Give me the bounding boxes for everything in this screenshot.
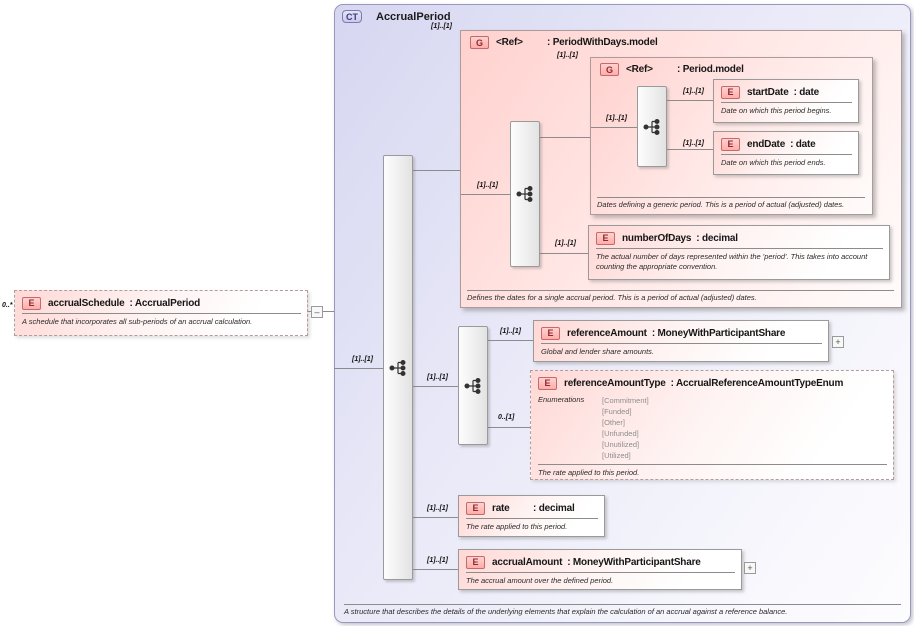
connector-line [413,386,458,387]
enumeration-value: [Funded] [602,407,632,416]
element-type: : AccrualPeriod [129,297,201,309]
sequence-icon [515,185,535,203]
group-badge: G [600,63,619,76]
element-badge: E [541,327,560,340]
group-ref-label: <Ref> [496,37,523,48]
collapse-button[interactable] [311,306,323,318]
connector-line [488,427,530,428]
element-type: : decimal [696,232,738,244]
element-name: endDate [747,138,786,150]
element-badge: E [466,502,485,515]
cardinality-label: [1]..[1] [477,182,498,189]
group-ref-label: <Ref> [626,64,653,75]
enumeration-values [602,395,649,461]
divider [541,343,822,344]
element-badge: E [721,138,740,151]
enumeration-value: [Utilized] [602,451,631,460]
cardinality-label: [1]..[1] [555,240,576,247]
element-description: The accrual amount over the defined period. [466,576,614,585]
sequence-connector-periodwithdays [510,121,540,267]
expand-button[interactable] [832,336,844,348]
collapse-icon: – [314,306,320,317]
element-badge: E [596,232,615,245]
sequence-icon [642,118,662,136]
element-description: Date on which this period ends. [721,158,826,167]
connector-line [413,170,460,171]
connector-line [540,253,588,254]
element-startdate[interactable] [713,79,859,123]
divider [22,313,301,314]
sequence-connector-period [637,86,667,167]
connector-line [413,517,458,518]
divider [466,572,735,573]
cardinality-label: [1]..[1] [557,52,578,59]
cardinality-label: [1]..[1] [683,140,704,147]
sequence-icon [388,359,408,377]
expand-icon: + [835,336,841,347]
enumeration-value: [Other] [602,418,625,427]
group-periodwithdays-description: Defines the dates for a single accrual period. This is a period of actual (adjusted) dates. [467,290,894,303]
element-badge: E [22,297,41,310]
divider [538,464,887,465]
expand-icon: + [747,562,753,573]
group-badge: G [470,36,489,49]
cardinality-label: [1]..[1] [500,328,521,335]
element-rate[interactable] [458,495,605,537]
connector-line [413,569,458,570]
enumerations-block [538,395,887,461]
connector-line [488,340,533,341]
element-description: The rate applied to this period. [466,522,568,531]
element-description: Global and lender share amounts. [541,347,654,356]
cardinality-label: [1]..[1] [606,115,627,122]
element-type: : AccrualReferenceAmountTypeEnum [670,377,844,389]
cardinality-label: [1]..[1] [683,88,704,95]
group-periodwithdays-header [470,36,658,49]
element-name: startDate [747,86,789,98]
cardinality-label: 0..[1] [498,414,515,421]
group-period-description: Dates defining a generic period. This is a period of actual (adjusted) dates. [597,197,865,210]
element-type: : date [793,86,820,98]
element-accrualschedule[interactable] [14,290,308,336]
element-type: : date [790,138,816,150]
element-badge: E [721,86,740,99]
element-name: rate [492,502,510,514]
enumerations-label: Enumerations [538,395,585,404]
connector-line [591,127,637,128]
cardinality-label: [1]..[1] [427,505,448,512]
element-description: A schedule that incorporates all sub-periods of an accrual calculation. [22,317,253,326]
cardinality-label: [1]..[1] [352,356,373,363]
element-referenceamount[interactable] [533,320,829,362]
divider [466,518,598,519]
divider [596,248,883,249]
sequence-icon [463,377,483,395]
element-enddate[interactable] [713,131,859,175]
element-description: Date on which this period begins. [721,106,832,115]
element-name: referenceAmount [567,327,647,339]
group-period-header [600,63,744,76]
complex-type-title: AccrualPeriod [376,10,451,23]
enumeration-value: [Unutilized] [602,440,640,449]
element-type: : decimal [533,502,575,514]
element-name: accrualSchedule [48,297,125,309]
cardinality-label: 0..* [2,302,13,309]
connector-line [667,100,713,101]
connector-line [334,368,383,369]
enumeration-value: [Unfunded] [602,429,639,438]
element-description: The actual number of days represented within the 'period'. This takes into account counting the appropriate convention. [596,252,868,272]
element-referenceamounttype[interactable] [530,370,894,480]
element-type: : MoneyWithParticipantShare [651,327,786,339]
group-type-label: : PeriodWithDays.model [547,37,658,48]
expand-button[interactable] [744,562,756,574]
sequence-connector-main [383,155,413,580]
complex-type-badge: CT [342,10,362,23]
complex-type-description: A structure that describes the details of the underlying elements that explain the calculation of an accrual against a reference balance. [344,604,901,617]
enumeration-value: [Commitment] [602,396,649,405]
cardinality-label: [1]..[1] [431,23,452,30]
element-description: The rate applied to this period. [538,468,640,477]
divider [721,154,852,155]
divider [721,102,852,103]
element-name: referenceAmountType [564,377,666,389]
sequence-connector-reference [458,326,488,445]
connector-line [540,137,590,138]
connector-line [667,149,713,150]
group-type-label: : Period.model [677,64,744,75]
element-accrualamount[interactable] [458,549,742,590]
element-badge: E [538,377,557,390]
element-numberofdays[interactable] [588,225,890,280]
element-type: : MoneyWithParticipantShare [567,556,701,568]
element-name: accrualAmount [492,556,563,568]
complex-type-header [342,10,451,23]
cardinality-label: [1]..[1] [427,557,448,564]
connector-line [461,194,510,195]
element-name: numberOfDays [622,232,692,244]
element-badge: E [466,556,485,569]
cardinality-label: [1]..[1] [427,374,448,381]
